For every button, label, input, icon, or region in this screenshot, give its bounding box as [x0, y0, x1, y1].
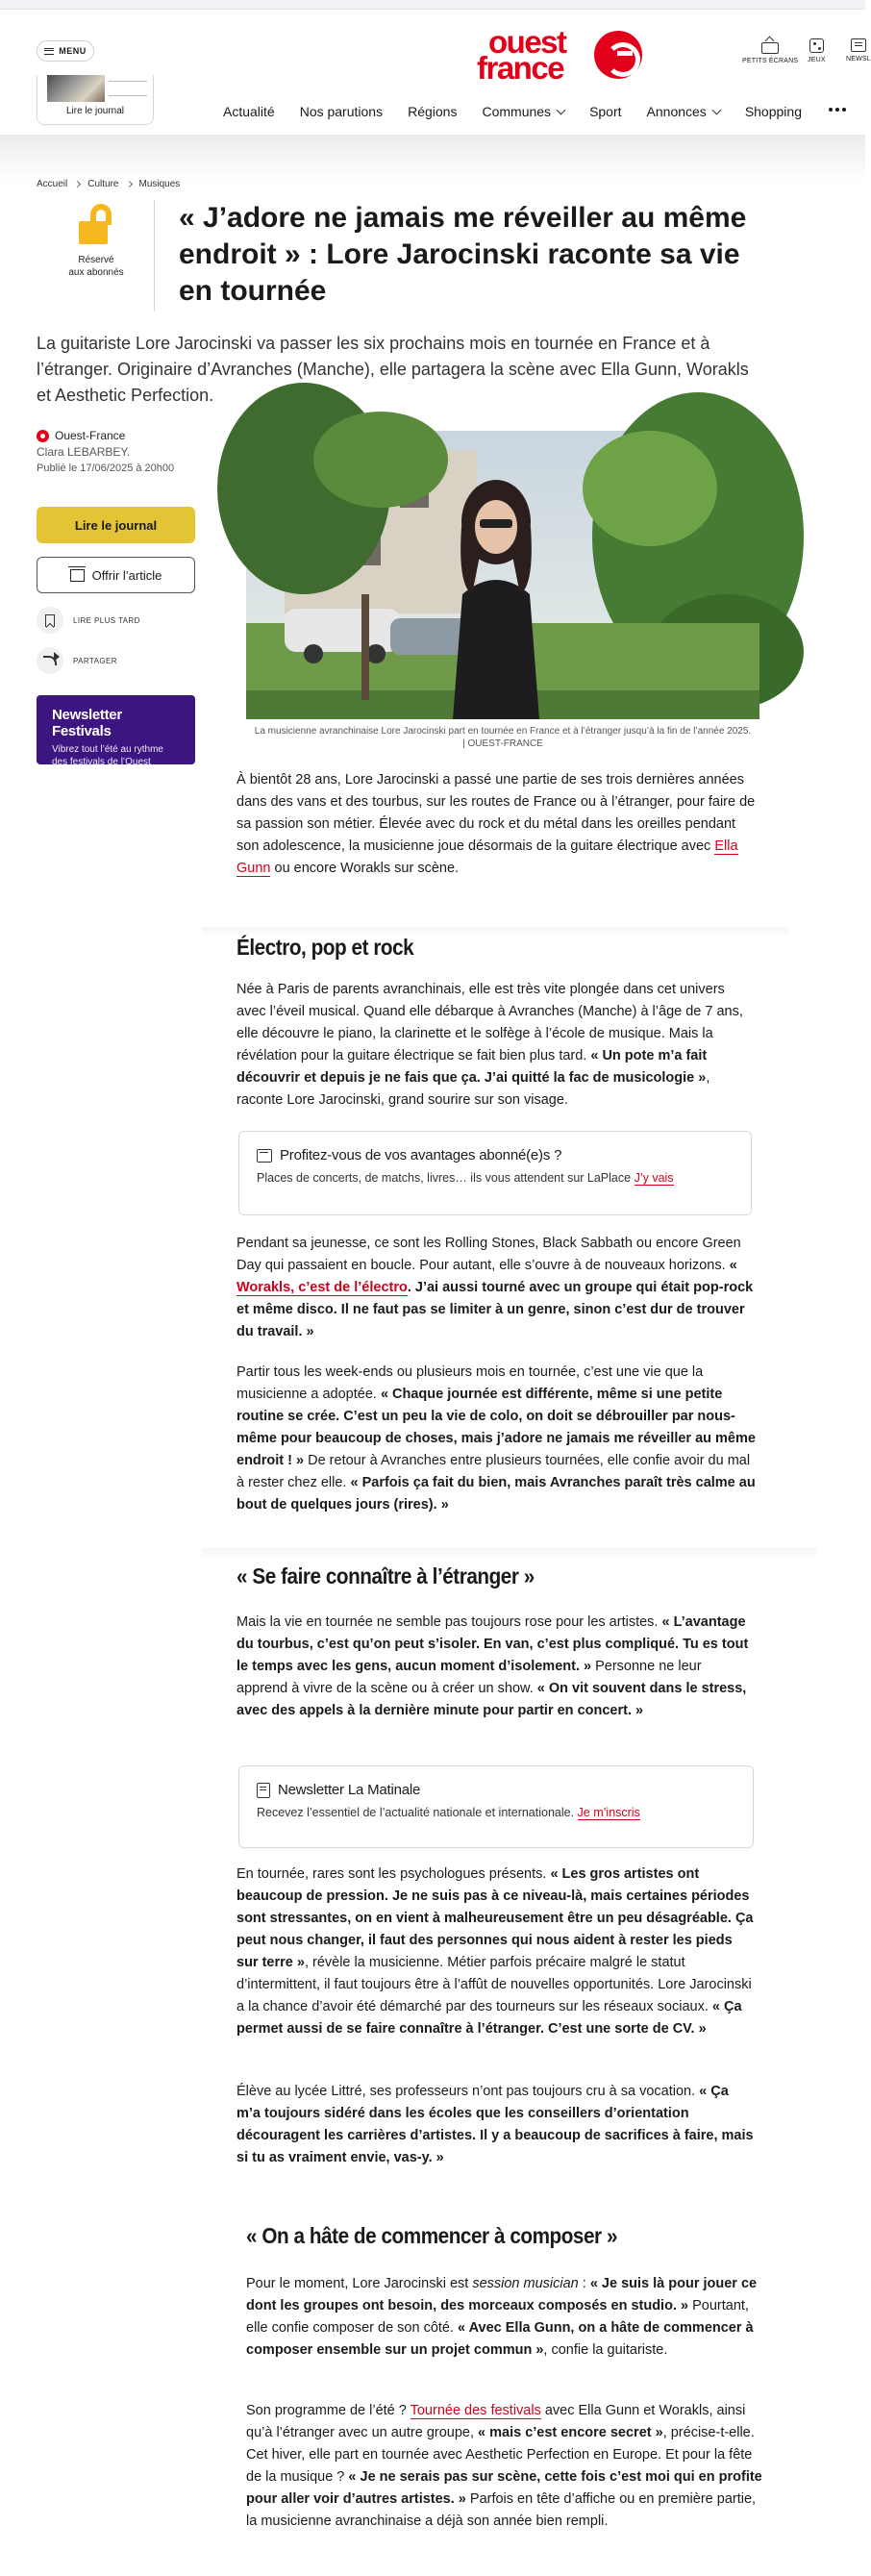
jeux-link[interactable]	[808, 38, 826, 63]
article-paragraph: Partir tous les week-ends ou plusieurs mois en tournée, c’est une vie que la musicienne a adoptée. « Chaque journée est différente, même si une petite routine se crée. C’est un peu la vie de colo, on doit se débrouiller par nous-même pour beaucoup de choses, mais j’adore ne jamais me réveiller au même endroit ! » De retour à Avranches entre plusieurs tournées, elle confie avoir du mal à rester chez elle. « Parfois ça fait du bien, mais Avranches paraît très calme au bout de quelques jours (rires). »	[236, 1364, 756, 1513]
promo-desc: Places de concerts, de matchs, livres… ils vous attendent sur LaPlace	[257, 1171, 635, 1185]
share-icon	[43, 656, 57, 665]
section-heading: « Se faire connaître à l’étranger »	[236, 1563, 535, 1588]
article-photo[interactable]	[246, 431, 759, 719]
hamburger-icon	[44, 48, 54, 55]
offer-article-label: Offrir l’article	[91, 567, 162, 583]
subscriber-advantages-promo[interactable]	[238, 1131, 752, 1215]
je-minscris-link[interactable]: Je m’inscris	[577, 1806, 640, 1819]
more-menu-icon[interactable]	[829, 108, 846, 112]
logo-line-france: france	[477, 50, 564, 86]
article-paragraph: Pendant sa jeunesse, ce sont les Rolling Stones, Black Sabbath ou encore Green Day qui passaient en boucle. Pour autant, elle s’ouvre à de nouveaux horizons. « Worakls, c’est de l’électro. J’ai aussi tourné avec un groupe qui était pop-rock et même disco. Il ne faut pas se limiter à un genre, sinon c’est dur de trouver du travail. »	[236, 1236, 754, 1339]
nav-item-nos-parutions[interactable]: Nos parutions	[299, 104, 384, 119]
article-sidebar	[37, 429, 195, 767]
newsletter-festivals-promo[interactable]	[37, 695, 195, 767]
article-source	[37, 429, 195, 442]
tournee-des-festivals-link[interactable]: Tournée des festivals	[410, 2403, 541, 2418]
breadcrumb-musiques[interactable]: Musiques	[138, 179, 181, 189]
photo-caption-text: La musicienne avranchinaise Lore Jarocinski part en tournée en France et à l’étranger jusqu’à la fin de l’année 2025.	[254, 726, 752, 737]
photo-illustration	[246, 431, 759, 719]
menu-label: MENU	[59, 46, 87, 56]
petits-ecrans-link[interactable]	[742, 38, 798, 64]
site-header	[0, 10, 871, 135]
share-button[interactable]	[37, 647, 195, 674]
badge-line-2: aux abonnés	[68, 267, 124, 278]
ouest-france-logo[interactable]	[477, 24, 650, 87]
newsletter-icon	[257, 1783, 270, 1798]
nav-item-regions[interactable]: Régions	[408, 104, 458, 119]
header-shadow-band	[0, 135, 865, 183]
nav-item-annonces[interactable]: Annonces	[647, 104, 720, 119]
chevron-right-icon	[74, 181, 81, 188]
promo-desc: Recevez l’essentiel de l’actualité nationale et internationale.	[257, 1806, 578, 1819]
nav-item-shopping[interactable]: Shopping	[744, 104, 802, 119]
publication-date: Publié le 17/06/2025 à 20h00	[37, 463, 175, 474]
photo-caption	[246, 725, 759, 750]
bookmark-icon	[45, 614, 55, 627]
promo-title: Profitez-vous de vos avantages abonné(e)s ?	[280, 1147, 562, 1163]
read-later-label: LIRE PLUS TARD	[73, 615, 140, 625]
badge-line-1: Réservé	[78, 255, 114, 265]
nav-item-communes[interactable]: Communes	[482, 104, 564, 119]
logo-emblem-icon	[594, 31, 642, 79]
subscriber-badge	[58, 204, 135, 279]
dice-icon	[809, 38, 824, 53]
unlocked-padlock-icon	[79, 204, 113, 246]
newsletter-matinale-promo[interactable]	[238, 1765, 754, 1848]
section-divider	[202, 1548, 817, 1558]
chevron-right-icon	[125, 181, 132, 188]
journal-cover-thumbnail	[47, 75, 105, 102]
offer-article-button[interactable]	[37, 557, 195, 593]
photo-credit: | OUEST-FRANCE	[462, 738, 543, 749]
tv-icon	[761, 42, 779, 54]
journal-cover-lines	[109, 81, 147, 96]
chevron-down-icon	[711, 105, 721, 114]
breadcrumb-accueil[interactable]: Accueil	[37, 179, 68, 189]
newsletter-festivals-desc: Vibrez tout l’été au rythme des festivals de l’Ouest	[52, 744, 163, 767]
read-journal-button[interactable]: Lire le journal	[37, 507, 195, 543]
calendar-icon	[257, 1149, 272, 1163]
chevron-down-icon	[557, 105, 566, 114]
source-name: Ouest-France	[55, 429, 126, 442]
share-label: PARTAGER	[73, 656, 117, 665]
ella-gunn-link[interactable]: Ella Gunn	[236, 838, 738, 876]
newsletter-icon	[851, 38, 866, 52]
article-lead: La guitariste Lore Jarocinski va passer les six prochains mois en tournée en France et à l’étranger. Originaire d’Avranches (Manche), elle partagera la scène avec Ella Gunn, Worakls et Aesthetic Perfection.	[37, 334, 749, 405]
newsletter-link[interactable]	[846, 38, 871, 63]
ouest-france-mini-logo-icon	[37, 430, 49, 442]
nav-item-sport[interactable]: Sport	[589, 104, 622, 119]
read-journal-card[interactable]	[37, 75, 154, 125]
newsletter-label: NEWSL	[846, 56, 871, 63]
promo-title: Newsletter La Matinale	[278, 1782, 421, 1798]
section-heading: « On a hâte de commencer à composer »	[246, 2223, 618, 2248]
gift-icon	[70, 569, 85, 582]
article-paragraph: En tournée, rares sont les psychologues présents. « Les gros artistes ont beaucoup de pression. Je ne suis pas à ce niveau-là, mais certaines périodes sont stressantes, on en vient à malheureusement être un peu désagréable. Ça peut nous changer, il faut des personnes qui nous aident à rester les pieds sur terre », révèle la musicienne. Métier parfois précaire malgré le statut d’intermittent, il faut toujours être à l’affût de nouvelles opportunités. Lore Jarocinski a la chance d’avoir été démarché par des tourneurs sur les réseaux sociaux. « Ça permet aussi de se faire connaître à l’étranger. C’est une sorte de CV. »	[236, 1866, 754, 2037]
article-paragraph: Pour le moment, Lore Jarocinski est session musician : « Je suis là pour jouer ce dont les groupes ont besoin, des morceaux composés en studio. » Pourtant, elle confie composer de son côté. « Avec Ella Gunn, on a hâte de commencer à composer ensemble sur un projet commun », confie la guitariste.	[246, 2276, 758, 2358]
article-paragraph: Son programme de l’été ? Tournée des festivals avec Ella Gunn et Worakls, ainsi qu’à l’étranger avec un autre groupe, « mais c’est encore secret », précise-t-elle. Cet hiver, elle part en tournée avec Aesthetic Perfection en Europe. Et pour la fête de la musique ? « Je ne serais pas sur scène, cette fois c’est moi qui en profite pour aller voir d’autres artistes. » Parfois en tête d’affiche ou en première partie, la musicienne avranchinaise a déjà son année bien rempli.	[246, 2403, 762, 2529]
read-journal-label: Lire le journal	[65, 106, 125, 116]
article-paragraph: À bientôt 28 ans, Lore Jarocinski a passé une partie de ses trois dernières années dans des vans et des tourbus, sur les routes de France ou à l’étranger, pour faire de sa passion son métier. Élevée avec du rock et du métal dans les oreilles pendant son adolescence, la musicienne joue désormais de la guitare électrique avec Ella Gunn ou encore Worakls sur scène.	[236, 772, 756, 876]
article-paragraph: Mais la vie en tournée ne semble pas toujours rose pour les artistes. « L’avantage du tourbus, c’est qu’on peut s’isoler. En van, c’est plus compliqué. Tu es tout le temps avec les gens, aucun moment d’isolement. » Personne ne leur apprend à vivre de la scène ou à créer un show. « On vit souvent dans le stress, avec des appels à la dernière minute pour partir en concert. »	[236, 1614, 749, 1718]
breadcrumb	[37, 179, 180, 189]
article-paragraph: Née à Paris de parents avranchinais, elle est très vite plongée dans cet univers avec l’éveil musical. Quand elle débarque à Avranches (Manche) à l’âge de 7 ans, elle découvre le piano, la clarinette et le solfège à l’école de musique. Mais la révélation pour la guitare électrique se fait bien plus tard. « Un pote m’a fait découvrir et depuis je ne fais que ça. J’ai quitté la fac de musicologie », raconte Lore Jarocinski, grand sourire sur son visage.	[236, 982, 743, 1108]
title-divider	[154, 200, 155, 312]
logo-line-ouest: ouest	[488, 24, 566, 60]
menu-button[interactable]	[37, 40, 94, 62]
read-later-button[interactable]	[37, 607, 195, 634]
breadcrumb-culture[interactable]: Culture	[87, 179, 119, 189]
section-heading: Électro, pop et rock	[236, 935, 414, 960]
jeux-label: JEUX	[808, 57, 826, 63]
article-paragraph: Élève au lycée Littré, ses professeurs n’ont pas toujours cru à sa vocation. « Ça m’a toujours sidéré dans les écoles que les conseillers d’orientation découragent les carrières d’artistes. Il y a beaucoup de sacrifices à faire, mais si tu as vraiment envie, vas-y. »	[236, 2084, 754, 2165]
petits-ecrans-label: PETITS ÉCRANS	[742, 58, 799, 64]
article-title: « J’adore ne jamais me réveiller au même endroit » : Lore Jarocinski raconte sa vie en tournée	[179, 202, 747, 307]
newsletter-festivals-title: Newsletter Festivals	[52, 707, 122, 739]
worakls-link[interactable]: Worakls, c’est de l’électro	[236, 1280, 408, 1295]
article-author: Clara LEBARBEY.	[37, 445, 131, 459]
nav-item-actualite[interactable]: Actualité	[223, 104, 275, 119]
main-navigation	[223, 104, 827, 119]
jy-vais-link[interactable]: J’y vais	[634, 1171, 674, 1185]
browser-top-strip	[0, 0, 865, 10]
